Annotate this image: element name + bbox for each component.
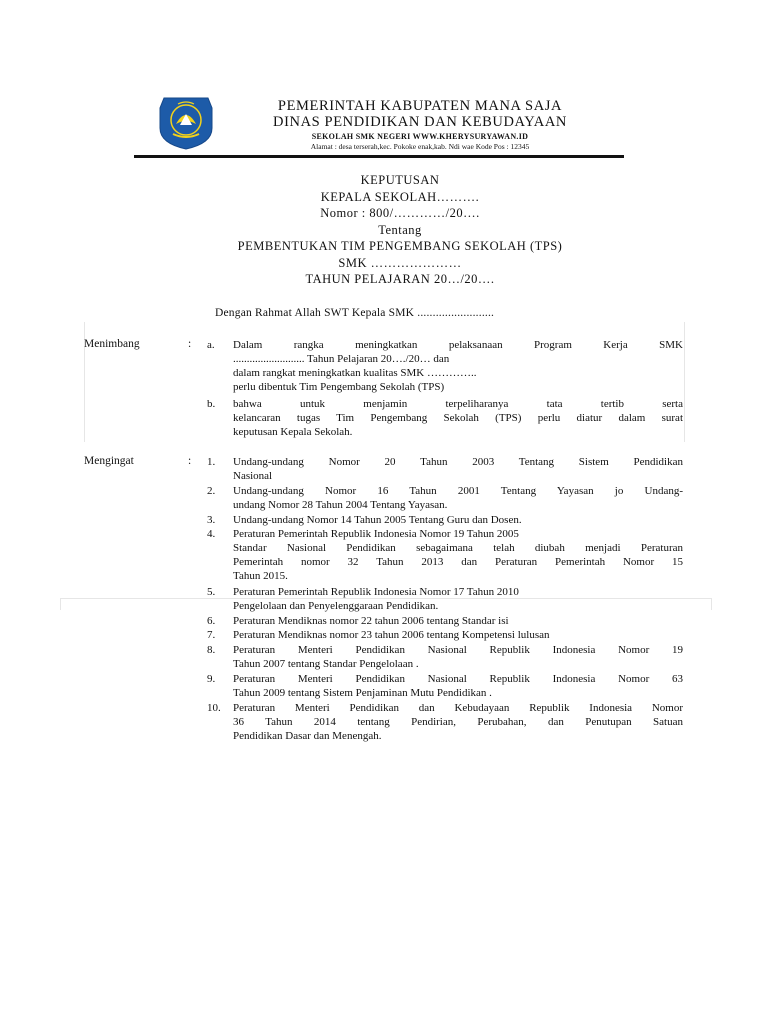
item-line: 36 Tahun 2014 tentang Pendirian, Perubahan, dan Penutupan Satuan <box>233 716 683 728</box>
table-border <box>60 598 61 610</box>
item-line: Undang-undang Nomor 16 Tahun 2001 Tentang Yayasan jo Undang- <box>233 485 683 497</box>
item-line: Pengelolaan dan Penyelenggaraan Pendidikan. <box>233 600 439 612</box>
item-line: Undang-undang Nomor 20 Tahun 2003 Tentang Sistem Pendidikan <box>233 456 683 468</box>
menimbang-colon: : <box>188 338 192 350</box>
title-smk: SMK ………………… <box>338 255 462 270</box>
item-line: kelancaran tugas Tim Pengembang Sekolah (TPS) perlu diatur dalam surat <box>233 412 683 424</box>
item-line: Standar Nasional Pendidikan sebagaimana telah diubah menjadi Peraturan <box>233 542 683 554</box>
item-marker: a. <box>207 339 215 351</box>
mengingat-label: Mengingat <box>84 455 134 467</box>
item-marker: 7. <box>207 629 216 641</box>
item-line: Pemerintah nomor 32 Tahun 2013 dan Peraturan Pemerintah Nomor 15 <box>233 556 683 568</box>
item-line: Nasional <box>233 470 273 482</box>
item-line: .......................... Tahun Pelajaran 20…./20… dan <box>233 353 450 365</box>
item-line: Peraturan Pemerintah Republik Indonesia Nomor 19 Tahun 2005 <box>233 528 519 540</box>
item-line: Pendidikan Dasar dan Menengah. <box>233 730 382 742</box>
menimbang-label: Menimbang <box>84 338 140 350</box>
item-line: Peraturan Mendiknas nomor 23 tahun 2006 tentang Kompetensi lulusan <box>233 629 550 641</box>
table-border <box>711 598 712 610</box>
item-line: Dalam rangka meningkatkan pelaksanaan Program Kerja SMK <box>233 339 683 351</box>
item-line: dalam rangkat meningkatkan kualitas SMK ………….. <box>233 367 477 379</box>
title-kepala-sekolah: KEPALA SEKOLAH………. <box>320 189 480 204</box>
opening-statement: Dengan Rahmat Allah SWT Kepala SMK ......................... <box>215 307 495 319</box>
item-line: undang Nomor 28 Tahun 2004 Tentang Yayasan. <box>233 499 448 511</box>
item-marker: 9. <box>207 673 216 685</box>
title-tentang: Tentang <box>378 222 422 237</box>
title-tahun-pelajaran: TAHUN PELAJARAN 20…/20…. <box>305 272 495 286</box>
item-line: Peraturan Pemerintah Republik Indonesia Nomor 17 Tahun 2010 <box>233 586 519 598</box>
letterhead <box>230 98 610 152</box>
title-nomor: Nomor : 800/…………/20…. <box>320 206 480 220</box>
item-line: Tahun 2015. <box>233 570 288 582</box>
mengingat-colon: : <box>188 455 192 467</box>
item-line: Peraturan Menteri Pendidikan Nasional Republik Indonesia Nomor 63 <box>233 673 683 685</box>
letterhead-address: Alamat : desa terserah,kec. Pokoke enak,kab. Ndi wae Kode Pos : 12345 <box>310 142 530 151</box>
item-marker: 4. <box>207 528 216 540</box>
item-line: Tahun 2007 tentang Standar Pengelolaan . <box>233 658 419 670</box>
table-border <box>684 322 685 442</box>
letterhead-divider <box>134 155 624 158</box>
item-marker: b. <box>207 398 216 410</box>
letterhead-school: SEKOLAH SMK NEGERI WWW.KHERYSURYAWAN.ID <box>311 132 529 141</box>
title-subject: PEMBENTUKAN TIM PENGEMBANG SEKOLAH (TPS) <box>237 239 563 253</box>
item-line: Peraturan Menteri Pendidikan Nasional Republik Indonesia Nomor 19 <box>233 644 683 656</box>
item-marker: 6. <box>207 615 216 627</box>
item-line: Peraturan Menteri Pendidikan dan Kebudayaan Republik Indonesia Nomor <box>233 702 683 714</box>
letterhead-department: DINAS PENDIDIKAN DAN KEBUDAYAAN <box>273 114 567 130</box>
title-keputusan: KEPUTUSAN <box>360 173 440 187</box>
item-line: Tahun 2009 tentang Sistem Penjaminan Mutu Pendidikan . <box>233 687 492 699</box>
item-marker: 8. <box>207 644 216 656</box>
item-line: bahwa untuk menjamin terpeliharanya tata tertib serta <box>233 398 683 410</box>
item-line: Peraturan Mendiknas nomor 22 tahun 2006 tentang Standar isi <box>233 615 509 627</box>
item-line: Undang-undang Nomor 14 Tahun 2005 Tentang Guru dan Dosen. <box>233 514 522 526</box>
letterhead-government: PEMERINTAH KABUPATEN MANA SAJA <box>277 98 563 114</box>
decree-title <box>100 172 700 288</box>
item-line: perlu dibentuk Tim Pengembang Sekolah (TPS) <box>233 381 445 393</box>
tut-wuri-handayani-logo <box>156 94 216 150</box>
item-marker: 10. <box>207 702 221 714</box>
item-marker: 1. <box>207 456 216 468</box>
item-line: keputusan Kepala Sekolah. <box>233 426 353 438</box>
item-marker: 2. <box>207 485 216 497</box>
item-marker: 3. <box>207 514 216 526</box>
item-marker: 5. <box>207 586 216 598</box>
